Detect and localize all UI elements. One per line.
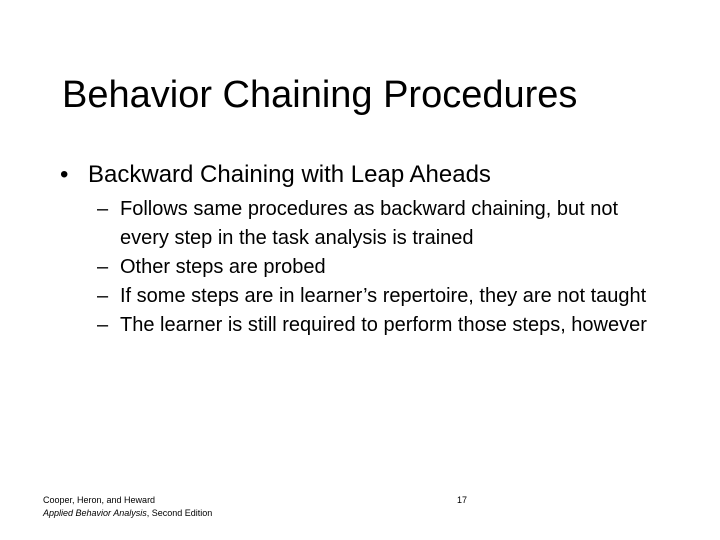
sub-bullet-dash: – xyxy=(97,256,109,278)
footer-credit xyxy=(43,494,212,520)
sub-bullet-item xyxy=(97,253,697,282)
sub-bullet-dash: – xyxy=(97,285,109,307)
sub-bullet-dash: – xyxy=(97,314,109,336)
bullet-item xyxy=(60,160,680,190)
sub-bullet-item xyxy=(97,282,697,311)
bullet-text: Backward Chaining with Leap Aheads xyxy=(88,161,491,188)
sub-bullet-list xyxy=(97,195,697,340)
sub-bullet-dash: – xyxy=(97,198,109,220)
bullet-list xyxy=(60,160,680,190)
page-number: 17 xyxy=(457,495,468,505)
sub-bullet-text: The learner is still required to perform those steps, however xyxy=(120,314,647,336)
sub-bullet-item xyxy=(97,311,697,340)
bullet-mark: • xyxy=(60,161,69,188)
sub-bullet-item xyxy=(97,195,697,253)
footer-authors: Cooper, Heron, and Heward xyxy=(43,495,156,505)
footer-book-title: Applied Behavior Analysis xyxy=(43,508,147,518)
slide-title: Behavior Chaining Procedures xyxy=(62,74,578,116)
sub-bullet-text: Follows same procedures as backward chaining, but not every step in the task analysis is trained xyxy=(120,198,619,249)
sub-bullet-text: If some steps are in learner’s repertoire, they are not taught xyxy=(120,285,647,307)
sub-bullet-text: Other steps are probed xyxy=(120,256,326,278)
footer-edition: , Second Edition xyxy=(146,508,213,518)
footer-book-line xyxy=(43,507,212,520)
